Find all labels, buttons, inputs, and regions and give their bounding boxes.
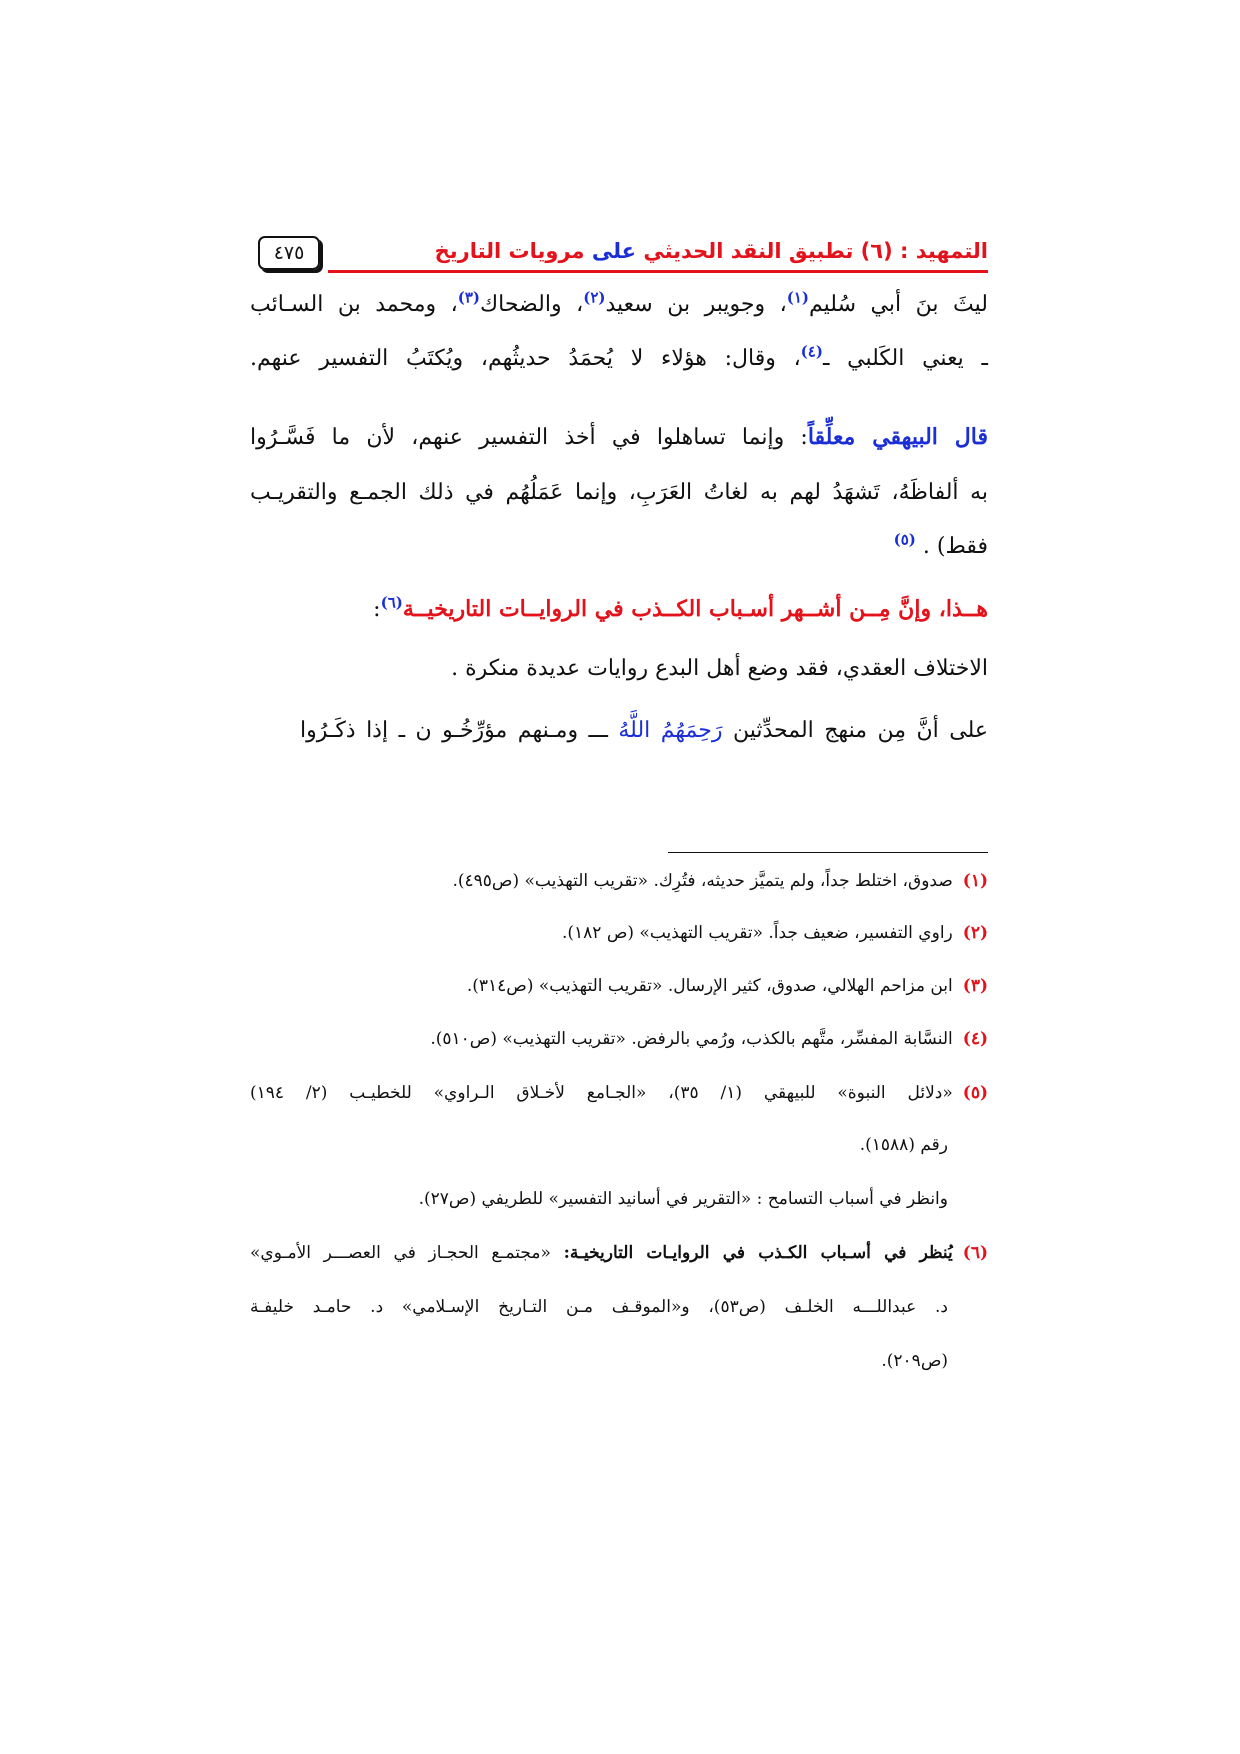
footnote-6-cont-2: (ص٢٠٩). [881,1351,948,1371]
quote-lead: قال البيهقي معلِّقاً [807,424,988,450]
footnote-2: (٢)راوي التفسير، ضعيف جداً. «تقريب التهذيب» (ص ١٨٢). [561,923,988,943]
body-line-4: به ألفاظَهُ، تَشهَدُ لهم به لغاتُ العَرَبِ، وإنما عَمَلُهُم في ذلك الجمـع والتقريـب [250,480,988,505]
body-line-2: ـ يعني الكَلبي ـ$^{(٤)}$، وقال: هؤلاء لا يُحمَدُ حديثُهم، ويُكتَبُ التفسير عنهم. [250,342,988,371]
footnote-6: (٦)يُنظر في أسـباب الكـذب في الروايـات التاريخيـة: «مجتمـع الحجـاز في العصـــر الأمـوي» [250,1243,988,1263]
header-rule [328,270,988,273]
honorific: رَحِمَهُمُ اللَّهُ [618,718,723,743]
body-line-3: قال البيهقي معلِّقاً: وإنما تساهلوا في أخذ التفسير عنهم، لأن ما فَسَّـرُوا [250,424,988,450]
footnote-1: (١)صدوق، اختلط جداً، ولم يتميَّز حديثه، فتُرِك. «تقريب التهذيب» (ص٤٩٥). [452,871,988,891]
body-line-6: هــذا، وإنَّ مِــن أشــهر أسـباب الكــذب في الروايــات التاريخيــة$^{(٦)}$: [373,593,988,622]
footnote-ref-2[interactable]: (٢) [583,288,606,307]
header-title-part1: التمهيد : (٦) تطبيق النقد الحديثي [636,239,988,263]
footnote-5: (٥)«دلائل النبوة» للبيهقي (١/ ٣٥)، «الجـامع لأخـلاق الـراوي» للخطيـب (٢/ ١٩٤) [250,1083,988,1103]
footnote-3: (٣)ابن مزاحم الهلالي، صدوق، كثير الإرسال. «تقريب التهذيب» (ص٣١٤). [466,976,988,996]
body-line-7: الاختلاف العقدي، فقد وضع أهل البدع روايات عديدة منكرة . [451,656,988,681]
footnote-ref-5[interactable]: (٥) [893,530,916,549]
section-lead: هــذا، وإنَّ مِــن أشــهر أسـباب الكــذب في الروايــات التاريخيــة [402,596,988,622]
body-line-1: ليثَ بنَ أبي سُليم$^{(١)}$، وجويبر بن سعيد$^{(٢)}$، والضحاك$^{(٣)}$، ومحمد بن السـائب [250,288,988,317]
body-line-5: فقط) . $^{(٥)}$ [893,530,988,559]
header-title-part3: مرويات التاريخ [434,239,592,263]
running-header [258,236,988,282]
footnote-separator [668,852,988,853]
footnote-ref-1[interactable]: (١) [786,288,810,307]
header-title-part2: على [591,239,637,263]
footnote-4: (٤)النسَّابة المفسِّر، متَّهم بالكذب، ورُمي بالرفض. «تقريب التهذيب» (ص٥١٠). [430,1029,988,1049]
body-line-8: على أنَّ مِن منهج المحدِّثين رَحِمَهُمُ اللَّهُ ـــ ومـنهم مؤرِّخُـو ن ـ إذا ذكَـرُوا [300,718,988,743]
footnote-ref-3[interactable]: (٣) [457,288,481,307]
header-title [435,236,988,266]
footnote-ref-4[interactable]: (٤) [800,342,823,361]
footnote-ref-6[interactable]: (٦) [380,593,403,612]
page-number: ٤٧٥ [258,236,320,270]
footnote-5-cont-1: رقم (١٥٨٨). [859,1135,948,1155]
footnote-6-cont-1: د. عبداللـــه الخلـف (ص٥٣)، و«الموقـف مـن التـاريخ الإسـلامي» د. حامـد خليفـة [250,1297,948,1317]
footnote-5-cont-2: وانظر في أسباب التسامح : «التقرير في أسانيد التفسير» للطريفي (ص٢٧). [418,1189,948,1209]
